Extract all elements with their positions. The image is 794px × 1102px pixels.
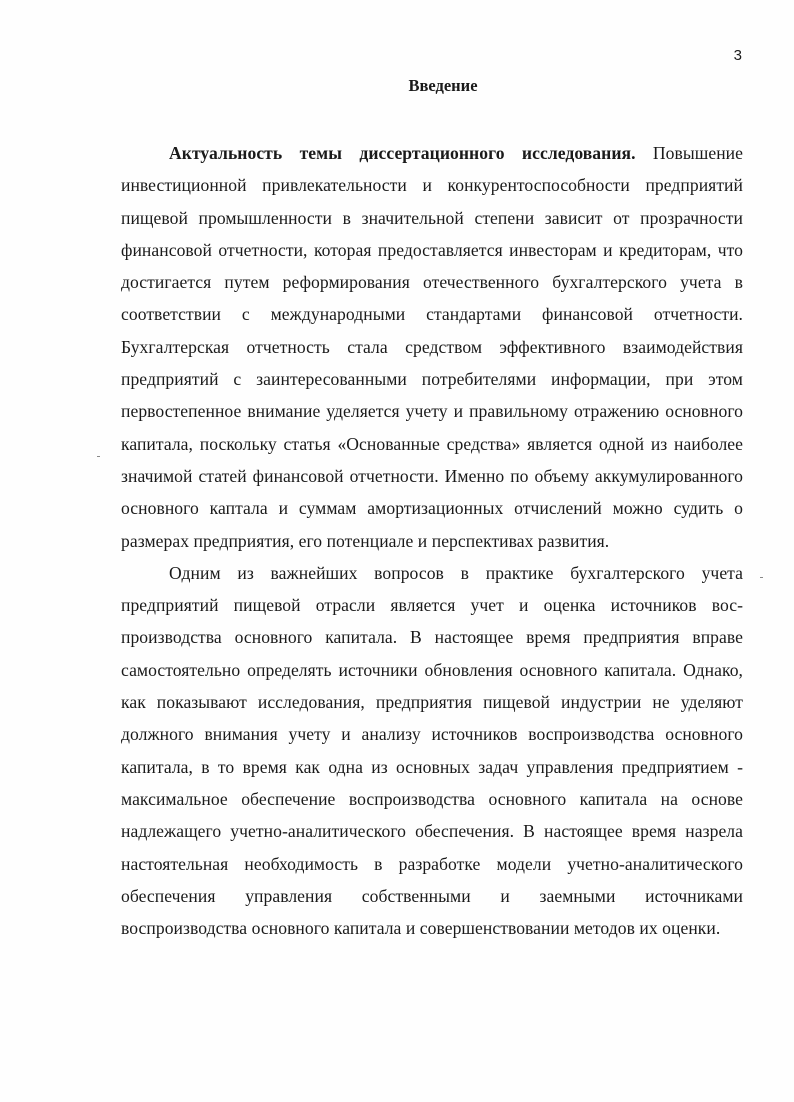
paragraph-1-text: Повышение инвестиционной привлекательности и конкурентоспособности предприятий пищевой промышленности в значительной степени зависит от прозрачности финансовой отчетности, которая предоставляется инвесторам и кредиторам, что достигается путем реформирования отечественного бухгалтерского учета в соответствии с международными стандартами финансовой отчетности. Бухгалтерская отчетность стала средством эффективного взаимодействия предприятий с заинтересованными потребителями информации, при этом первостепенное внимание уделяется учету и правильному отражению основного капитала, поскольку статья «Основанные средства» является одной из наиболее значимой статей финансовой отчетности. Именно по объему аккумулированного основного каптала и суммам амортизационных отчислений можно судить о размерах предприятия, его потенциале и перспективах развития.	[121, 143, 743, 551]
scan-speck	[760, 577, 763, 578]
section-heading: Введение	[408, 76, 478, 95]
scan-speck	[97, 456, 100, 457]
paragraph-2-text: Одним из важнейших вопросов в практике бухгалтерского учета предприятий пищевой отрасли является учет и оценка источников воспроизводства основного капитала. В настоящее время предприятия вправе самостоятельно определять источники обновления основного капитала. Однако, как показывают исследования, предприятия пищевой индустрии не уделяют должного внимания учету и анализу источников воспроизводства основного капитала, в то время как одна из основных задач управления предприятием - максимальное обеспечение воспроизводства основного капитала на основе надлежащего учетно-аналитического обеспечения. В настоящее время назрела настоятельная необходимость в разработке модели учетно-аналитического обеспечения управления собственными и заемными источниками воспроизводства основного капитала и совершенствовании методов их оценки.	[121, 562, 743, 939]
paragraph-1-lead: Актуальность темы диссертационного исследования.	[169, 143, 636, 163]
paragraph-2	[121, 557, 743, 945]
paragraph-1	[121, 137, 743, 557]
page-number: 3	[733, 47, 742, 64]
body-text	[121, 137, 743, 944]
